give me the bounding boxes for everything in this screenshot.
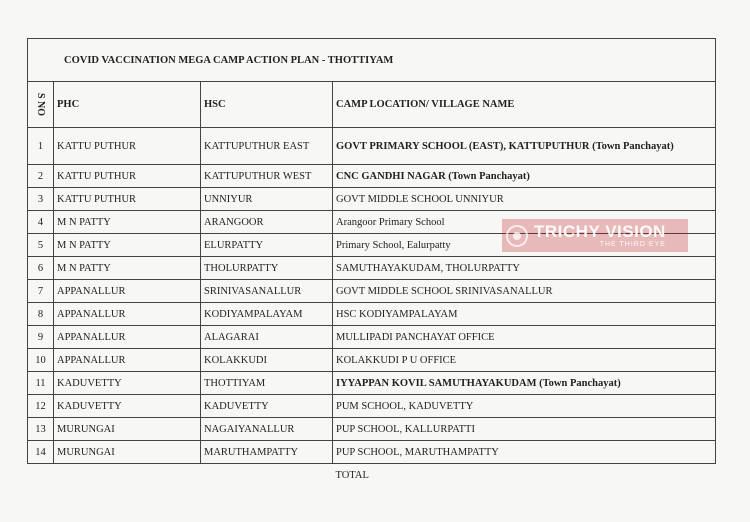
cell-sno: 6: [28, 257, 54, 280]
cell-location: PUP SCHOOL, KALLURPATTI: [333, 418, 716, 441]
cell-location: MULLIPADI PANCHAYAT OFFICE: [333, 326, 716, 349]
watermark-subtitle: THE THIRD EYE: [599, 240, 666, 248]
cell-phc: KATTU PUTHUR: [54, 165, 201, 188]
cell-phc: KADUVETTY: [54, 372, 201, 395]
cell-phc: MURUNGAI: [54, 418, 201, 441]
cell-sno: 2: [28, 165, 54, 188]
cell-hsc: ELURPATTY: [201, 234, 333, 257]
cell-location: GOVT PRIMARY SCHOOL (EAST), KATTUPUTHUR (Town Panchayat): [333, 128, 716, 165]
cell-phc: APPANALLUR: [54, 280, 201, 303]
table-row: [28, 128, 716, 165]
cell-sno: 13: [28, 418, 54, 441]
cell-hsc: NAGAIYANALLUR: [201, 418, 333, 441]
eye-logo-icon: [506, 225, 528, 247]
cell-location: CNC GANDHI NAGAR (Town Panchayat): [333, 165, 716, 188]
total-label: TOTAL: [335, 469, 369, 481]
header-location: CAMP LOCATION/ VILLAGE NAME: [333, 82, 716, 128]
cell-sno: 4: [28, 211, 54, 234]
cell-hsc: KADUVETTY: [201, 395, 333, 418]
table-row: [28, 188, 716, 211]
cell-sno: 9: [28, 326, 54, 349]
camp-table: [27, 38, 716, 486]
cell-location: PUM SCHOOL, KADUVETTY: [333, 395, 716, 418]
cell-phc: APPANALLUR: [54, 326, 201, 349]
table-row: [28, 257, 716, 280]
watermark-title: TRICHY VISION: [534, 221, 666, 241]
cell-phc: M N PATTY: [54, 234, 201, 257]
cell-phc: KATTU PUTHUR: [54, 188, 201, 211]
cell-location: SAMUTHAYAKUDAM, THOLURPATTY: [333, 257, 716, 280]
table-row: [28, 395, 716, 418]
cell-hsc: ALAGARAI: [201, 326, 333, 349]
header-hsc: HSC: [201, 82, 333, 128]
cell-sno: 7: [28, 280, 54, 303]
table-row: [28, 303, 716, 326]
cell-location: GOVT MIDDLE SCHOOL UNNIYUR: [333, 188, 716, 211]
cell-location: KOLAKKUDI P U OFFICE: [333, 349, 716, 372]
table-row: [28, 349, 716, 372]
cell-sno: 8: [28, 303, 54, 326]
table-row: [28, 326, 716, 349]
cell-hsc: KOLAKKUDI: [201, 349, 333, 372]
cell-hsc: UNNIYUR: [201, 188, 333, 211]
cell-hsc: SRINIVASANALLUR: [201, 280, 333, 303]
cell-hsc: KATTUPUTHUR EAST: [201, 128, 333, 165]
cell-sno: 1: [28, 128, 54, 165]
cell-sno: 11: [28, 372, 54, 395]
cell-sno: 12: [28, 395, 54, 418]
cell-phc: APPANALLUR: [54, 349, 201, 372]
document-title: COVID VACCINATION MEGA CAMP ACTION PLAN - THOTTIYAM: [28, 39, 716, 82]
header-row: [28, 82, 716, 128]
header-sno-label: S NO: [35, 92, 46, 117]
cell-hsc: KODIYAMPALAYAM: [201, 303, 333, 326]
cell-hsc: KATTUPUTHUR WEST: [201, 165, 333, 188]
table-row: [28, 418, 716, 441]
cell-location: PUP SCHOOL, MARUTHAMPATTY: [333, 441, 716, 464]
cell-sno: 10: [28, 349, 54, 372]
cell-phc: MURUNGAI: [54, 441, 201, 464]
table-title-row: [28, 39, 716, 82]
cell-phc: M N PATTY: [54, 211, 201, 234]
table-row: [28, 372, 716, 395]
total-spacer-1: [28, 464, 54, 487]
total-spacer-2: [54, 464, 201, 487]
total-row: [28, 464, 716, 487]
cell-location: IYYAPPAN KOVIL SAMUTHAYAKUDAM (Town Panchayat): [333, 372, 716, 395]
cell-location: GOVT MIDDLE SCHOOL SRINIVASANALLUR: [333, 280, 716, 303]
header-sno: [28, 82, 54, 128]
cell-sno: 5: [28, 234, 54, 257]
table-row: [28, 441, 716, 464]
table-row: [28, 165, 716, 188]
total-spacer-3: [201, 464, 333, 487]
cell-sno: 14: [28, 441, 54, 464]
cell-hsc: THOTTIYAM: [201, 372, 333, 395]
cell-location: Arangoor Primary School: [333, 211, 716, 234]
cell-phc: KATTU PUTHUR: [54, 128, 201, 165]
cell-hsc: MARUTHAMPATTY: [201, 441, 333, 464]
cell-phc: M N PATTY: [54, 257, 201, 280]
watermark-text: [534, 223, 666, 249]
cell-sno: 3: [28, 188, 54, 211]
action-plan-document: [27, 38, 715, 486]
header-phc: PHC: [54, 82, 201, 128]
cell-location: Primary School, Ealurpatty: [333, 234, 716, 257]
cell-hsc: ARANGOOR: [201, 211, 333, 234]
cell-hsc: THOLURPATTY: [201, 257, 333, 280]
table-row: [28, 280, 716, 303]
trichy-vision-watermark: [502, 219, 688, 252]
cell-location: HSC KODIYAMPALAYAM: [333, 303, 716, 326]
cell-phc: APPANALLUR: [54, 303, 201, 326]
cell-phc: KADUVETTY: [54, 395, 201, 418]
